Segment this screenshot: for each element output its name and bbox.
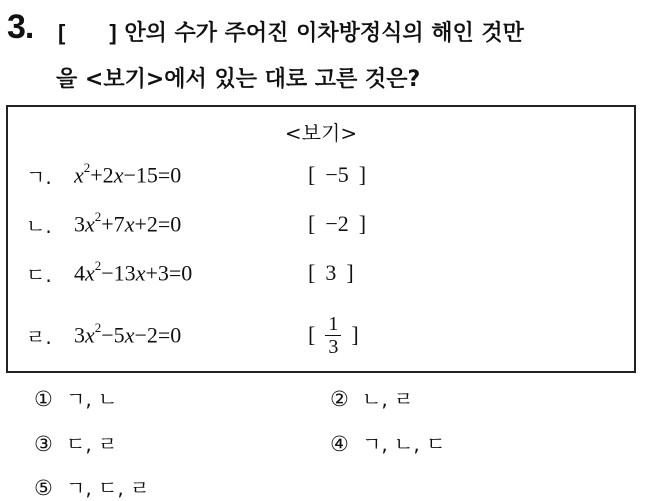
item-equation: $x^2+2x-15=0$ (74, 159, 182, 188)
answer-choice-4[interactable]: ④ ㄱ, ㄴ, ㄷ (330, 432, 446, 456)
item-equation: $4x^2-13x+3=0$ (74, 257, 193, 286)
blank-bracket-close: ] (109, 20, 117, 45)
question-text-line-1: 안의 수가 주어진 이차방정식의 해인 것만 (124, 21, 524, 46)
item-root: [ −2 ] (308, 211, 367, 236)
answer-choice-2[interactable]: ② ㄴ, ㄹ (330, 387, 414, 411)
root-fraction: $\frac{1}{3}$ (325, 313, 341, 358)
answer-choice-5[interactable]: ⑤ ㄱ, ㄷ, ㄹ (34, 476, 150, 500)
example-item-c (26, 253, 354, 293)
blank-bracket-open: [ (58, 20, 66, 45)
example-box-title: <보기> (284, 121, 358, 145)
example-item-d (26, 307, 359, 363)
item-equation: $3x^2-5x-2=0$ (74, 319, 182, 348)
example-item-b (26, 204, 366, 244)
example-box (6, 105, 636, 373)
item-root: [ −5 ] (308, 162, 367, 187)
item-label: ㄷ. (26, 262, 52, 287)
item-label: ㄹ. (26, 324, 52, 349)
question-text-line-2: 을 <보기>에서 있는 대로 고른 것은? (56, 67, 421, 92)
item-root: [ $\frac{1}{3}$ ] (308, 312, 359, 358)
answer-choice-3[interactable]: ③ ㄷ, ㄹ (34, 432, 118, 456)
item-label: ㄱ. (26, 164, 52, 189)
question-line-1 (58, 16, 524, 47)
example-item-a (26, 155, 366, 195)
item-root: [ 3 ] (308, 260, 354, 285)
item-equation: $3x^2+7x+2=0$ (74, 208, 182, 237)
answer-choice-1[interactable]: ① ㄱ, ㄴ (34, 387, 118, 411)
item-label: ㄴ. (26, 213, 52, 238)
question-number: 3. (7, 8, 34, 46)
